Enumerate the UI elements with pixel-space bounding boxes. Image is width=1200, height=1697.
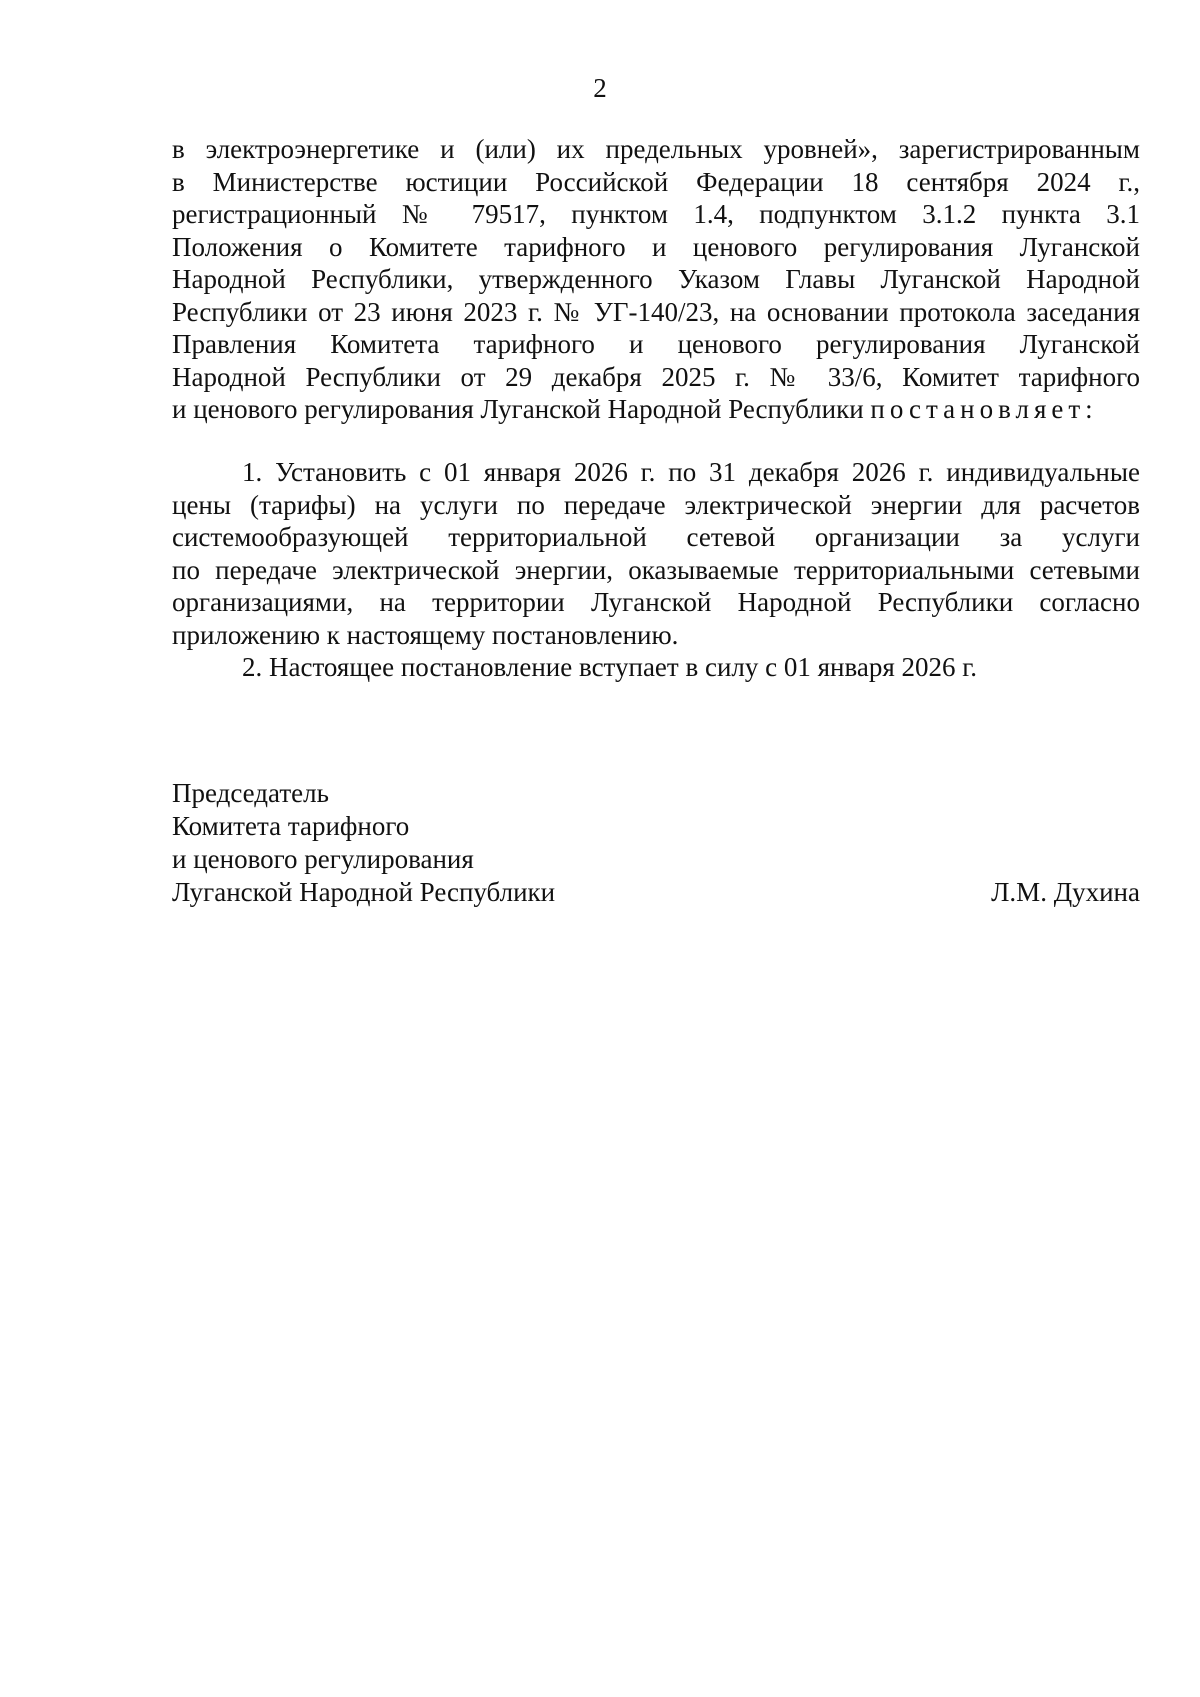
signatory-name: Л.М. Духина — [991, 877, 1140, 907]
preamble-line: Народной Республики от 29 декабря 2025 г. № 33/6, Комитет тарифного — [172, 361, 1140, 392]
item-1-line: приложению к настоящему постановлению. — [172, 619, 679, 650]
preamble-line: регистрационный № 79517, пунктом 1.4, подпунктом 3.1.2 пункта 3.1 — [172, 199, 1140, 229]
item-1-line: системообразующей территориальной сетевой организации за услуги — [172, 522, 1140, 552]
item-1-line: 1. Установить с 01 января 2026 г. по 31 декабря 2026 г. индивидуальные — [242, 457, 1140, 487]
preamble-final-text: и ценового регулирования Луганской Народной Республики — [172, 394, 871, 424]
resolves-word: постановляет: — [870, 394, 1098, 424]
preamble-line: в электроэнергетике и (или) их предельных уровней», зарегистрированным — [172, 134, 1140, 164]
preamble-final-line — [172, 393, 1140, 426]
item-1-line: цены (тарифы) на услуги по передаче электрической энергии для расчетов — [172, 489, 1140, 520]
signatory-title-line: Председатель — [172, 778, 329, 808]
preamble-line: Правления Комитета тарифного и ценового регулирования Луганской — [172, 329, 1140, 359]
signatory-title-line: и ценового регулирования — [172, 844, 474, 874]
preamble-line: Народной Республики, утвержденного Указом Главы Луганской Народной — [172, 264, 1140, 294]
item-1-line: по передаче электрической энергии, оказываемые территориальными сетевыми — [172, 554, 1140, 585]
preamble-paragraph — [172, 133, 1140, 426]
preamble-line: Положения о Комитете тарифного и ценового регулирования Луганской — [172, 231, 1140, 262]
item-1-line: организациями, на территории Луганской Народной Республики согласно — [172, 587, 1140, 617]
signatory-title-line: Комитета тарифного — [172, 811, 410, 841]
item-2: 2. Настоящее постановление вступает в силу с 01 января 2026 г. — [242, 652, 978, 682]
resolution-items — [172, 456, 1140, 684]
page-number: 2 — [593, 73, 607, 103]
signature-block — [172, 777, 1140, 909]
preamble-line: Республики от 23 июня 2023 г. № УГ-140/23, на основании протокола заседания — [172, 296, 1140, 327]
signatory-title-line: Луганской Народной Республики — [172, 877, 556, 907]
preamble-line: в Министерстве юстиции Российской Федерации 18 сентября 2024 г., — [172, 166, 1140, 197]
